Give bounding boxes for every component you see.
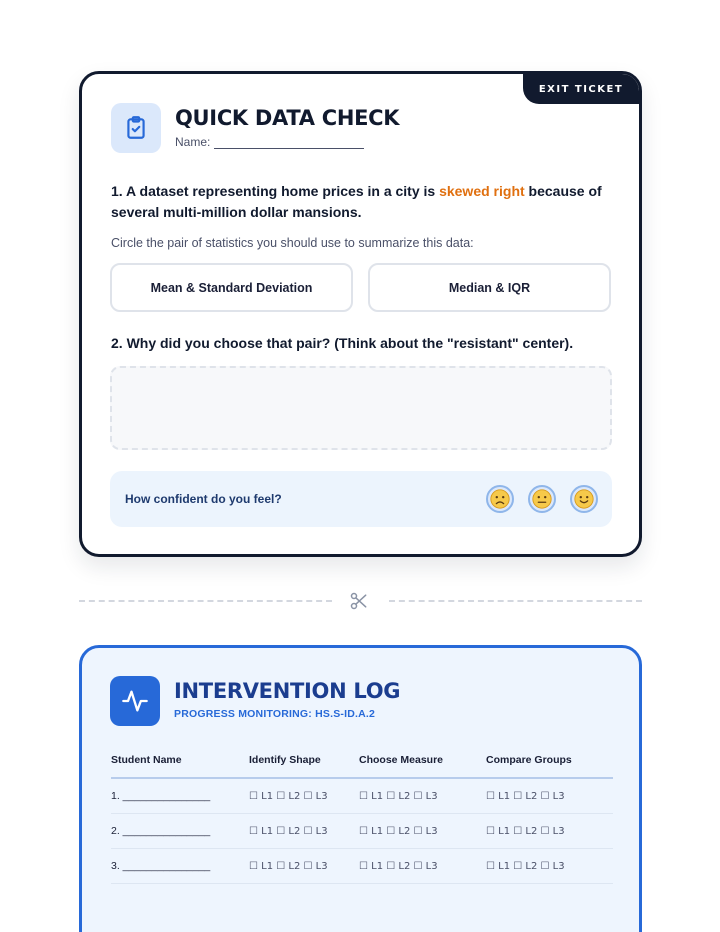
sad-face-icon[interactable] <box>486 485 514 513</box>
ticket-header <box>111 103 399 153</box>
level-checkboxes[interactable]: ☐ L1 ☐ L2 ☐ L3 <box>249 825 328 837</box>
level-checkboxes[interactable]: ☐ L1 ☐ L2 ☐ L3 <box>249 860 328 872</box>
happy-face-icon[interactable] <box>570 485 598 513</box>
log-header <box>110 676 400 726</box>
answer-box[interactable] <box>110 366 612 450</box>
neutral-face-icon[interactable] <box>528 485 556 513</box>
cut-line-right <box>389 600 642 602</box>
column-header-student-name: Student Name <box>111 754 182 766</box>
column-header-choose-measure: Choose Measure <box>359 754 444 766</box>
question-2: 2. Why did you choose that pair? (Think about the "resistant" center). <box>111 335 574 351</box>
intervention-table <box>111 754 613 884</box>
name-blank-line <box>214 139 364 149</box>
question-1-instruction: Circle the pair of statistics you should use to summarize this data: <box>111 236 474 250</box>
scissors-icon <box>349 591 369 616</box>
level-checkboxes[interactable]: ☐ L1 ☐ L2 ☐ L3 <box>359 860 438 872</box>
question-1-text-before: 1. A dataset representing home prices in a city is <box>111 183 440 199</box>
question-1-text-after: because of several multi-million dollar mansions. <box>111 183 602 220</box>
log-title: INTERVENTION LOG <box>174 679 401 703</box>
name-label: Name: <box>175 135 211 149</box>
level-checkboxes[interactable]: ☐ L1 ☐ L2 ☐ L3 <box>486 825 565 837</box>
cut-line-left <box>79 600 332 602</box>
choice-median-iqr[interactable]: Median & IQR <box>368 263 611 312</box>
level-checkboxes[interactable]: ☐ L1 ☐ L2 ☐ L3 <box>486 860 565 872</box>
confidence-label: How confident do you feel? <box>125 492 282 506</box>
intervention-log-card <box>79 645 642 932</box>
student-name-cell[interactable]: 3. _______________ <box>111 860 211 872</box>
confidence-faces <box>486 485 598 513</box>
table-row <box>111 779 613 814</box>
student-name-cell[interactable]: 2. _______________ <box>111 825 211 837</box>
choice-mean-sd[interactable]: Mean & Standard Deviation <box>110 263 353 312</box>
table-row <box>111 814 613 849</box>
column-header-compare-groups: Compare Groups <box>486 754 572 766</box>
exit-ticket-card <box>79 71 642 557</box>
table-header-row <box>111 754 613 779</box>
confidence-panel <box>110 471 612 527</box>
column-header-identify-shape: Identify Shape <box>249 754 321 766</box>
level-checkboxes[interactable]: ☐ L1 ☐ L2 ☐ L3 <box>486 790 565 802</box>
level-checkboxes[interactable]: ☐ L1 ☐ L2 ☐ L3 <box>359 790 438 802</box>
activity-pulse-icon <box>110 676 160 726</box>
question-1 <box>111 181 611 223</box>
name-field[interactable] <box>175 135 399 149</box>
log-subtitle: PROGRESS MONITORING: HS.S-ID.A.2 <box>174 708 376 720</box>
table-row <box>111 849 613 884</box>
level-checkboxes[interactable]: ☐ L1 ☐ L2 ☐ L3 <box>359 825 438 837</box>
question-1-highlight: skewed right <box>439 183 525 199</box>
ticket-title: QUICK DATA CHECK <box>175 106 400 130</box>
exit-ticket-tab: EXIT TICKET <box>523 74 639 104</box>
clipboard-check-icon <box>111 103 161 153</box>
student-name-cell[interactable]: 1. _______________ <box>111 790 211 802</box>
level-checkboxes[interactable]: ☐ L1 ☐ L2 ☐ L3 <box>249 790 328 802</box>
